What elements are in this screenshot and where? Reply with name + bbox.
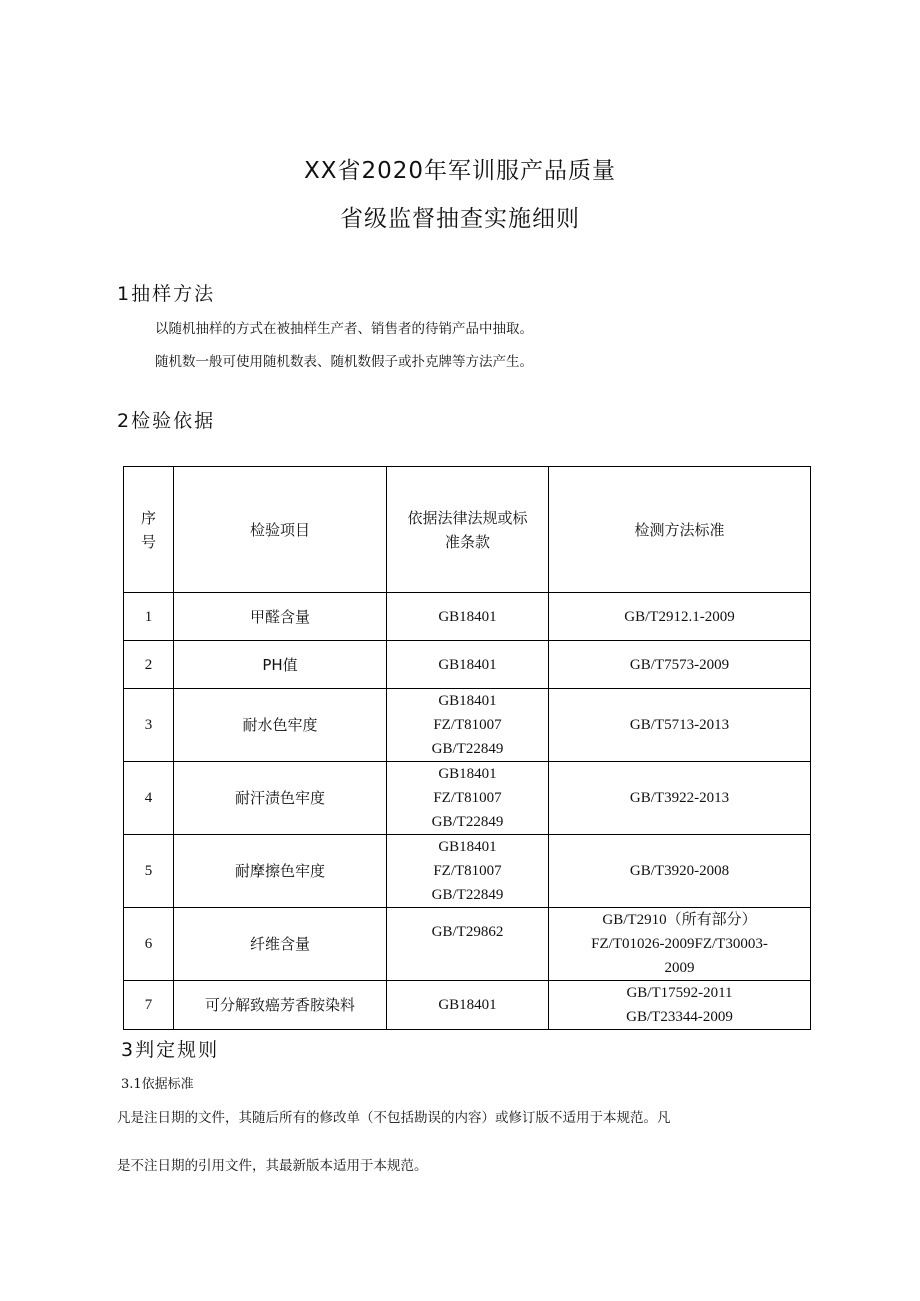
table-row [124,689,811,762]
header-item: 检验项目 [174,467,387,593]
section-1-para-2: 随机数一般可使用随机数表、随机数假子或扑克牌等方法产生。 [155,354,533,370]
doc-title-line1: XX省2020年军训服产品质量 [303,158,617,184]
table-row [124,641,811,689]
table-row [124,762,811,835]
cell-seq: 7 [124,981,174,1030]
cell-basis: GB/T29862 [387,908,549,981]
cell-item: 耐水色牢度 [174,689,387,762]
section-3-para-2: 是不注日期的引用文件，其最新版本适用于本规范。 [117,1158,428,1174]
cell-item: 耐摩擦色牢度 [174,835,387,908]
cell-item: 纤维含量 [174,908,387,981]
cell-seq: 1 [124,593,174,641]
header-method: 检测方法标准 [549,467,811,593]
cell-basis: GB18401 [387,641,549,689]
cell-seq: 5 [124,835,174,908]
cell-method: GB/T7573-2009 [549,641,811,689]
section-1-para-1: 以随机抽样的方式在被抽样生产者、销售者的待销产品中抽取。 [155,321,533,337]
cell-method: GB/T5713-2013 [549,689,811,762]
cell-seq: 2 [124,641,174,689]
section-3-1-heading: 3.1依据标准 [121,1077,194,1092]
header-seq: 序 号 [124,467,174,593]
cell-seq: 3 [124,689,174,762]
section-2-heading: 2检验依据 [117,410,216,432]
cell-method: GB/T3920-2008 [549,835,811,908]
cell-method: GB/T17592-2011 GB/T23344-2009 [549,981,811,1030]
cell-seq: 4 [124,762,174,835]
table-header-row [124,467,811,593]
cell-method: GB/T3922-2013 [549,762,811,835]
section-3-heading: 3判定规则 [121,1039,220,1061]
cell-seq: 6 [124,908,174,981]
cell-basis: GB18401 FZ/T81007 GB/T22849 [387,835,549,908]
cell-method: GB/T2912.1-2009 [549,593,811,641]
cell-method: GB/T2910（所有部分） FZ/T01026-2009FZ/T30003- 2009 [549,908,811,981]
cell-item: PH值 [174,641,387,689]
cell-item: 耐汗渍色牢度 [174,762,387,835]
cell-item: 可分解致癌芳香胺染料 [174,981,387,1030]
table-row [124,593,811,641]
cell-basis: GB18401 [387,981,549,1030]
cell-basis: GB18401 FZ/T81007 GB/T22849 [387,689,549,762]
section-1-heading: 1抽样方法 [117,283,216,305]
section-3-para-1: 凡是注日期的文件，其随后所有的修改单（不包括勘误的内容）或修订版不适用于本规范。凡 [117,1110,671,1126]
table-row [124,908,811,981]
table-row [124,835,811,908]
doc-title-line2: 省级监督抽查实施细则 [340,206,580,232]
cell-basis: GB18401 FZ/T81007 GB/T22849 [387,762,549,835]
header-basis: 依据法律法规或标 准条款 [387,467,549,593]
cell-basis: GB18401 [387,593,549,641]
inspection-basis-table [123,466,811,1030]
cell-item: 甲醛含量 [174,593,387,641]
table-row [124,981,811,1030]
